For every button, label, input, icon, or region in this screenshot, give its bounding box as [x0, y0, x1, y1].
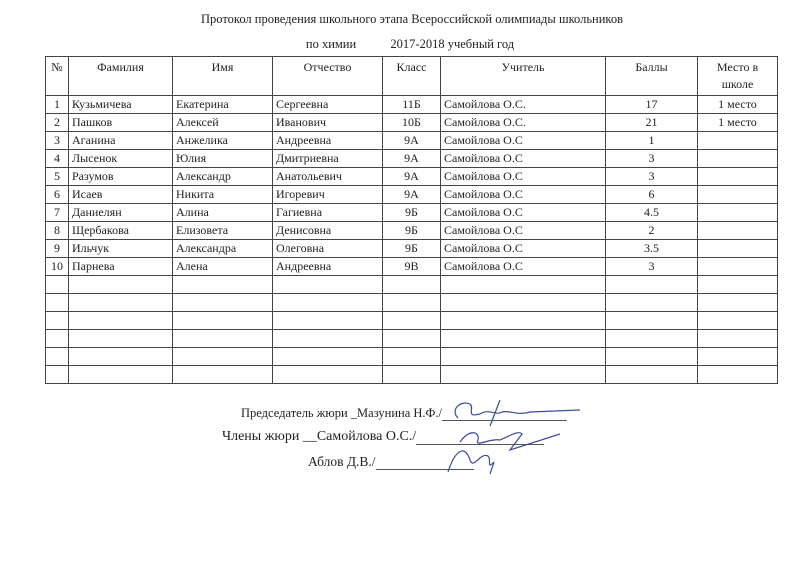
patronymic-cell: Денисовна — [273, 222, 383, 240]
surname-cell: Ильчук — [69, 240, 173, 258]
class-cell: 9Б — [383, 222, 441, 240]
empty-table-row — [46, 312, 778, 330]
surname-cell: Даниелян — [69, 204, 173, 222]
place-cell — [698, 186, 778, 204]
empty-cell — [69, 294, 173, 312]
class-cell: 10Б — [383, 114, 441, 132]
empty-cell — [69, 366, 173, 384]
teacher-cell: Самойлова О.С — [441, 222, 606, 240]
patronymic-cell: Иванович — [273, 114, 383, 132]
patronymic-cell: Дмитриевна — [273, 150, 383, 168]
place-cell — [698, 240, 778, 258]
score-cell: 6 — [606, 186, 698, 204]
row-number-cell: 9 — [46, 240, 69, 258]
teacher-cell: Самойлова О.С — [441, 204, 606, 222]
row-number-cell: 1 — [46, 96, 69, 114]
empty-cell — [273, 348, 383, 366]
class-cell: 9Б — [383, 240, 441, 258]
class-cell: 9А — [383, 168, 441, 186]
col-place: Место в школе — [698, 57, 778, 96]
empty-cell — [698, 312, 778, 330]
empty-cell — [383, 366, 441, 384]
patronymic-cell: Игоревич — [273, 186, 383, 204]
teacher-cell: Самойлова О.С. — [441, 96, 606, 114]
first-name-cell: Анжелика — [173, 132, 273, 150]
score-cell: 4.5 — [606, 204, 698, 222]
table-row — [46, 222, 778, 240]
place-cell — [698, 132, 778, 150]
class-cell: 9В — [383, 258, 441, 276]
empty-table-row — [46, 330, 778, 348]
empty-cell — [273, 330, 383, 348]
empty-cell — [46, 348, 69, 366]
empty-cell — [606, 294, 698, 312]
empty-table-row — [46, 294, 778, 312]
col-teacher: Учитель — [441, 57, 606, 96]
empty-cell — [698, 366, 778, 384]
empty-cell — [698, 294, 778, 312]
empty-cell — [698, 348, 778, 366]
score-cell: 2 — [606, 222, 698, 240]
col-patronymic: Отчество — [273, 57, 383, 96]
place-cell: 1 место — [698, 96, 778, 114]
empty-table-row — [46, 348, 778, 366]
empty-cell — [69, 276, 173, 294]
patronymic-cell: Олеговна — [273, 240, 383, 258]
empty-cell — [606, 348, 698, 366]
document-subtitle — [10, 37, 800, 52]
place-cell — [698, 222, 778, 240]
empty-cell — [173, 312, 273, 330]
row-number-cell: 3 — [46, 132, 69, 150]
teacher-cell: Самойлова О.С — [441, 132, 606, 150]
table-row — [46, 132, 778, 150]
empty-cell — [383, 348, 441, 366]
empty-cell — [698, 330, 778, 348]
teacher-cell: Самойлова О.С — [441, 186, 606, 204]
place-cell: 1 место — [698, 114, 778, 132]
row-number-cell: 4 — [46, 150, 69, 168]
empty-cell — [69, 330, 173, 348]
score-cell: 21 — [606, 114, 698, 132]
table-row — [46, 150, 778, 168]
col-name: Имя — [173, 57, 273, 96]
results-table — [45, 56, 778, 384]
empty-cell — [606, 330, 698, 348]
school-year: 2017-2018 учебный год — [390, 37, 515, 51]
teacher-cell: Самойлова О.С — [441, 150, 606, 168]
teacher-cell: Самойлова О.С — [441, 258, 606, 276]
surname-cell: Парнева — [69, 258, 173, 276]
empty-cell — [273, 294, 383, 312]
empty-cell — [46, 276, 69, 294]
empty-cell — [173, 330, 273, 348]
table-header-row — [46, 57, 778, 96]
empty-cell — [606, 276, 698, 294]
class-cell: 9А — [383, 150, 441, 168]
empty-cell — [441, 348, 606, 366]
patronymic-cell: Анатольевич — [273, 168, 383, 186]
first-name-cell: Екатерина — [173, 96, 273, 114]
patronymic-cell: Сергеевна — [273, 96, 383, 114]
empty-cell — [441, 330, 606, 348]
surname-cell: Щербакова — [69, 222, 173, 240]
empty-cell — [441, 294, 606, 312]
row-number-cell: 5 — [46, 168, 69, 186]
class-cell: 9А — [383, 132, 441, 150]
empty-cell — [46, 294, 69, 312]
col-score: Баллы — [606, 57, 698, 96]
table-row — [46, 258, 778, 276]
score-cell: 3.5 — [606, 240, 698, 258]
place-cell — [698, 168, 778, 186]
empty-cell — [69, 348, 173, 366]
place-cell — [698, 258, 778, 276]
col-number: № — [46, 57, 69, 96]
empty-cell — [383, 276, 441, 294]
surname-cell: Лысенок — [69, 150, 173, 168]
empty-cell — [606, 366, 698, 384]
class-cell: 11Б — [383, 96, 441, 114]
subject: по химии — [305, 37, 357, 51]
chair-label: Председатель жюри _Мазунина Н.Ф./ — [241, 406, 443, 420]
empty-cell — [383, 330, 441, 348]
empty-cell — [383, 312, 441, 330]
first-name-cell: Алина — [173, 204, 273, 222]
row-number-cell: 8 — [46, 222, 69, 240]
row-number-cell: 6 — [46, 186, 69, 204]
first-name-cell: Елизовета — [173, 222, 273, 240]
patronymic-cell: Гагиевна — [273, 204, 383, 222]
first-name-cell: Никита — [173, 186, 273, 204]
empty-cell — [383, 294, 441, 312]
empty-cell — [173, 348, 273, 366]
row-number-cell: 2 — [46, 114, 69, 132]
col-class: Класс — [383, 57, 441, 96]
member-2-label: Аблов Д.В./ — [308, 454, 376, 469]
empty-cell — [273, 276, 383, 294]
teacher-cell: Самойлова О.С. — [441, 114, 606, 132]
empty-cell — [173, 366, 273, 384]
score-cell: 3 — [606, 168, 698, 186]
empty-cell — [46, 330, 69, 348]
class-cell: 9Б — [383, 204, 441, 222]
empty-cell — [69, 312, 173, 330]
empty-table-row — [46, 276, 778, 294]
empty-table-row — [46, 366, 778, 384]
surname-cell: Кузьмичева — [69, 96, 173, 114]
empty-cell — [173, 294, 273, 312]
place-cell — [698, 150, 778, 168]
surname-cell: Аганина — [69, 132, 173, 150]
row-number-cell: 7 — [46, 204, 69, 222]
score-cell: 3 — [606, 258, 698, 276]
surname-cell: Исаев — [69, 186, 173, 204]
table-row — [46, 96, 778, 114]
table-row — [46, 114, 778, 132]
empty-cell — [46, 312, 69, 330]
first-name-cell: Алена — [173, 258, 273, 276]
row-number-cell: 10 — [46, 258, 69, 276]
teacher-cell: Самойлова О.С — [441, 240, 606, 258]
empty-cell — [46, 366, 69, 384]
first-name-cell: Александр — [173, 168, 273, 186]
document-title: Протокол проведения школьного этапа Всероссийской олимпиады школьников — [200, 12, 623, 26]
surname-cell: Разумов — [69, 168, 173, 186]
empty-cell — [273, 366, 383, 384]
table-row — [46, 240, 778, 258]
table-row — [46, 168, 778, 186]
patronymic-cell: Андреевна — [273, 132, 383, 150]
class-cell: 9А — [383, 186, 441, 204]
table-row — [46, 186, 778, 204]
empty-cell — [441, 312, 606, 330]
member-1-label: Члены жюри __Самойлова О.С./ — [222, 429, 417, 444]
score-cell: 1 — [606, 132, 698, 150]
col-surname: Фамилия — [69, 57, 173, 96]
table-row — [46, 204, 778, 222]
patronymic-cell: Андреевна — [273, 258, 383, 276]
teacher-cell: Самойлова О.С — [441, 168, 606, 186]
score-cell: 3 — [606, 150, 698, 168]
first-name-cell: Алексей — [173, 114, 273, 132]
empty-cell — [698, 276, 778, 294]
place-cell — [698, 204, 778, 222]
first-name-cell: Александра — [173, 240, 273, 258]
handwritten-signatures — [440, 390, 600, 490]
score-cell: 17 — [606, 96, 698, 114]
empty-cell — [606, 312, 698, 330]
empty-cell — [441, 366, 606, 384]
empty-cell — [441, 276, 606, 294]
empty-cell — [273, 312, 383, 330]
empty-cell — [173, 276, 273, 294]
surname-cell: Пашков — [69, 114, 173, 132]
first-name-cell: Юлия — [173, 150, 273, 168]
